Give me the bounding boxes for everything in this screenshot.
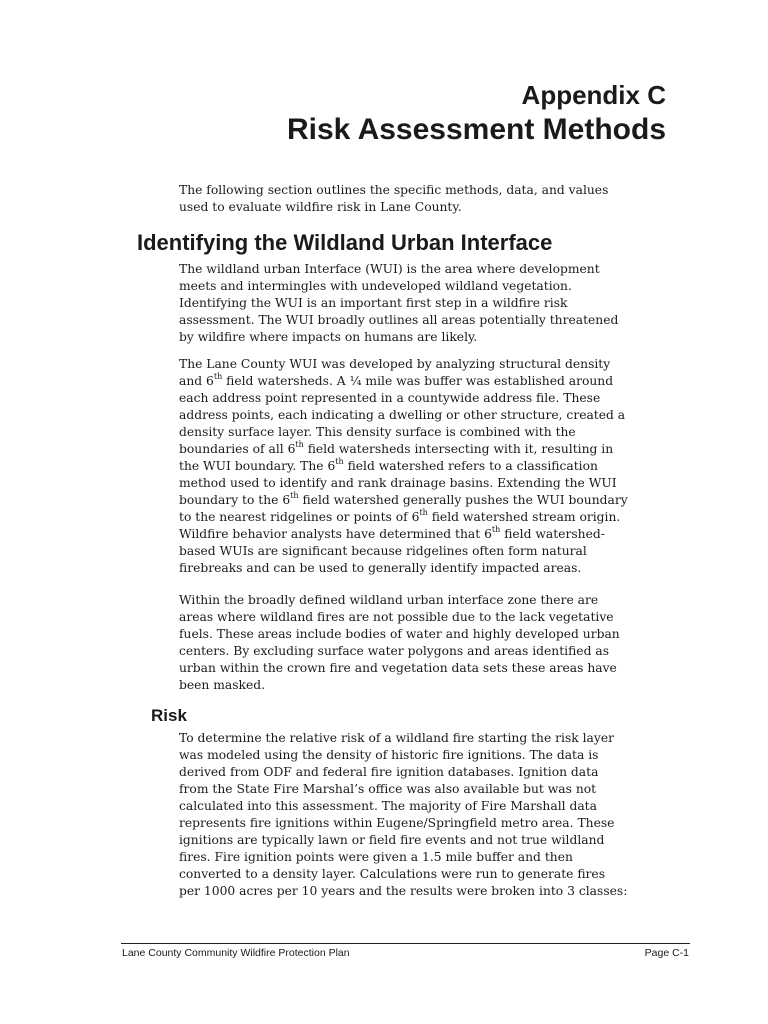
line-segment: field watershed stream origin. [427, 510, 621, 524]
intro-paragraph [179, 182, 649, 216]
paragraph-line: represents fire ignitions within Eugene/Springfield metro area. These [179, 816, 615, 830]
line-segment: field watershed refers to a classification [343, 459, 598, 473]
paragraph-line: firebreaks and can be used to generally identify impacted areas. [179, 561, 582, 575]
paragraph-line: based WUIs are significant because ridgelines often form natural [179, 544, 587, 558]
paragraph-line: method used to identify and rank drainage basins. Extending the WUI [179, 476, 617, 490]
ordinal-suffix: th [213, 371, 223, 381]
paragraph-line [179, 458, 649, 475]
appendix-label: Appendix C [521, 80, 666, 110]
paragraph-line: from the State Fire Marshal’s office was also available but was not [179, 782, 597, 796]
intro-line: used to evaluate wildfire risk in Lane County. [179, 200, 462, 214]
paragraph-line: ignitions are typically lawn or field fire events and not true wildland [179, 833, 605, 847]
paragraph-line: been masked. [179, 678, 266, 692]
paragraph-line: Identifying the WUI is an important first step in a wildfire risk [179, 296, 568, 310]
paragraph-line [179, 526, 649, 543]
paragraph-line: calculated into this assessment. The majority of Fire Marshall data [179, 799, 597, 813]
ordinal-suffix: th [290, 490, 299, 500]
line-segment: field watersheds intersecting with it, resulting in [303, 442, 614, 456]
paragraph-line: address points, each indicating a dwelling or other structure, created a [179, 408, 626, 422]
paragraph-line: fires. Fire ignition points were given a 1.5 mile buffer and then [179, 850, 573, 864]
paragraph-line: density surface layer. This density surface is combined with the [179, 425, 576, 439]
page-title: Risk Assessment Methods [286, 113, 666, 146]
line-segment: field watershed generally pushes the WUI boundary [298, 493, 628, 507]
paragraph-line [179, 373, 649, 390]
paragraph-line: To determine the relative risk of a wildland fire starting the risk layer [179, 731, 614, 745]
ordinal-suffix: th [295, 439, 304, 449]
footer-divider [121, 943, 690, 944]
line-segment: field watershed- [500, 527, 605, 541]
paragraph-line: The Lane County WUI was developed by analyzing structural density [179, 357, 611, 371]
paragraph-line: The wildland urban Interface (WUI) is the area where development [179, 262, 600, 276]
line-segment: field watersheds. A ¼ mile was buffer was established around [222, 374, 614, 388]
paragraph-line: by wildfire where impacts on humans are likely. [179, 330, 478, 344]
wui-paragraph-1 [179, 261, 649, 346]
wui-paragraph-3 [179, 592, 649, 694]
line-segment: Wildfire behavior analysts have determined that 6 [179, 527, 492, 541]
line-segment: to the nearest ridgelines or points of 6 [179, 510, 420, 524]
footer-page-number: Page C-1 [644, 947, 689, 959]
paragraph-line: per 1000 acres per 10 years and the results were broken into 3 classes: [179, 884, 628, 898]
paragraph-line: centers. By excluding surface water polygons and areas identified as [179, 644, 610, 658]
ordinal-suffix: th [335, 456, 344, 466]
paragraph-line: converted to a density layer. Calculations were run to generate fires [179, 867, 606, 881]
paragraph-line: was modeled using the density of historic fire ignitions. The data is [179, 748, 599, 762]
line-segment: boundaries of all 6 [179, 442, 296, 456]
section-heading-risk: Risk [151, 706, 187, 725]
paragraph-line: fuels. These areas include bodies of water and highly developed urban [179, 627, 620, 641]
footer-document-title: Lane County Community Wildfire Protection Plan [122, 947, 350, 959]
ordinal-suffix: th [491, 524, 501, 534]
paragraph-line: Within the broadly defined wildland urban interface zone there are [179, 593, 599, 607]
paragraph-line: urban within the crown fire and vegetation data sets these areas have [179, 661, 617, 675]
intro-line: The following section outlines the specific methods, data, and values [179, 183, 609, 197]
line-segment: the WUI boundary. The 6 [179, 459, 336, 473]
ordinal-suffix: th [419, 507, 428, 517]
paragraph-line [179, 492, 649, 509]
risk-paragraph-1 [179, 730, 649, 900]
paragraph-line: derived from ODF and federal fire ignition databases. Ignition data [179, 765, 599, 779]
line-segment: boundary to the 6 [179, 493, 291, 507]
paragraph-line: meets and intermingles with undeveloped wildland vegetation. [179, 279, 572, 293]
paragraph-line: each address point represented in a countywide address file. These [179, 391, 601, 405]
wui-paragraph-2 [179, 356, 649, 577]
paragraph-line [179, 441, 649, 458]
paragraph-line: areas where wildland fires are not possible due to the lack vegetative [179, 610, 614, 624]
paragraph-line [179, 509, 649, 526]
paragraph-line: assessment. The WUI broadly outlines all areas potentially threatened [179, 313, 619, 327]
line-segment: and 6 [179, 374, 214, 388]
section-heading-wui: Identifying the Wildland Urban Interface [137, 230, 553, 255]
